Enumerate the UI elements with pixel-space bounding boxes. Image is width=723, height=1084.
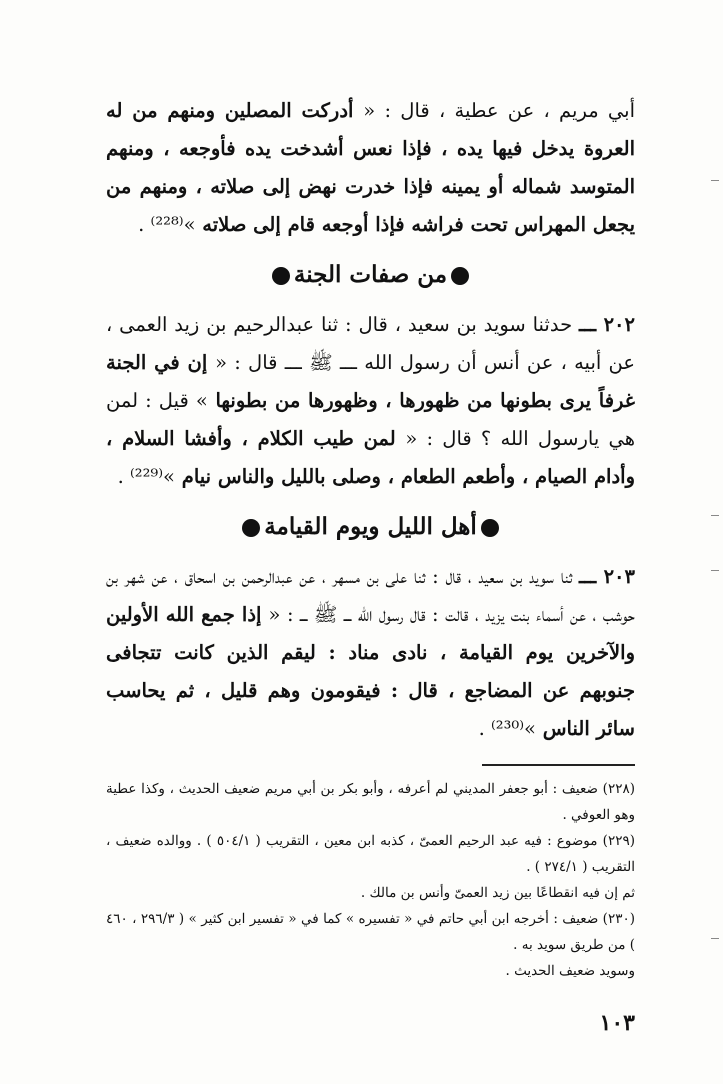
hadith-203-text-1: ثنا سويد بن سعيد ، قال : ثنا على بن مسهر ، عن عبدالرحمن بن اسحاق ، عن شهر بن حوشب ، عن أسماء بنت يزيد ، قالت : قال رسول الله ـــ ﷺ ـــ : « <box>106 565 635 626</box>
hadith-202-quote-1: إن في الجنة غرفاً يرى بطونها من ظهورها ، وظهورها من بطونها <box>106 351 635 412</box>
margin-mark <box>711 938 719 939</box>
hadith-202-text-2: » قيل : لمن هي يارسول الله ؟ قال : « <box>106 389 635 450</box>
hadith-202 <box>106 306 635 496</box>
section-title-night: أهل الليل ويوم القيامة <box>264 513 477 540</box>
intro-quote: أدركت المصلين ومنهم من له العروة يدخل فيها يده ، فإذا نعس أشدخت يده فأوجعه ، ومنهم المتوسد شماله أو يمينه فإذا خدرت نهض إلى صلاته ، ومنهم من يجعل المهراس تحت فراشه فإذا أوجعه قام إلى صلاته <box>106 99 635 236</box>
hadith-202-text-3: »⁽²²⁹⁾ . <box>117 465 175 488</box>
footnote-230: (٢٣٠) ضعيف : أخرجه ابن أبي حاتم في « تفسيره » كما في « تفسير ابن كثير » ( ٢٩٦/٣ ، ٤٦٠ ) من طريق سويد به . <box>106 911 635 953</box>
hadith-203 <box>106 558 635 748</box>
bullet-icon <box>451 267 469 285</box>
hadith-203-quote: إذا جمع الله الأولين والآخرين يوم القيامة ، نادى مناد : ليقم الذين كانت تتجافى جنوبهم عن المضاجع ، قال : فيقومون وهم قليل ، ثم يحاسب سائر الناس <box>106 603 635 740</box>
page-number: ١٠٣ <box>599 1010 635 1036</box>
hadith-number: ٢٠٢ ـــ <box>578 313 635 336</box>
margin-mark <box>711 515 719 516</box>
hadith-202-text-1: حدثنا سويد بن سعيد ، قال : ثنا عبدالرحيم بن زيد العمى ، عن أبيه ، عن أنس أن رسول الله ـــ ﷺ ـــ قال : « <box>106 313 636 374</box>
footnote-230-continued: وسويد ضعيف الحديث . <box>505 963 635 979</box>
section-heading-paradise <box>106 258 635 292</box>
footnote-divider <box>482 764 635 766</box>
bullet-icon <box>272 267 290 285</box>
intro-paragraph <box>106 92 635 244</box>
footnote-229: (٢٢٩) موضوع : فيه عبد الرحيم العمىّ ، كذبه ابن معين ، التقريب ( ٥٠٤/١ ) . ووالده ضعيف ، التقريب ( ٢٧٤/١ ) . <box>106 833 635 875</box>
bullet-icon <box>242 519 260 537</box>
footnote-228: (٢٢٨) ضعيف : أبو جعفر المديني لم أعرفه ، وأبو بكر بن أبي مريم ضعيف الحديث ، وكذا عطية وهو العوفي . <box>106 781 635 823</box>
section-heading-night <box>106 510 635 544</box>
intro-text-1: أبي مريم ، عن عطية ، قال : « <box>363 99 635 122</box>
hadith-202-quote-2: لمن طيب الكلام ، وأفشا السلام ، وأدام الصيام ، وأطعم الطعام ، وصلى بالليل والناس نيام <box>106 427 635 488</box>
margin-mark <box>711 570 719 571</box>
footnote-229-continued: ثم إن فيه انقطاعًا بين زيد العمىّ وأنس بن مالك . <box>360 885 635 901</box>
hadith-number: ٢٠٣ ـــ <box>579 565 635 588</box>
hadith-203-text-2: »⁽²³⁰⁾ . <box>478 717 536 740</box>
bullet-icon <box>481 519 499 537</box>
intro-text-2: »⁽²²⁸⁾ . <box>138 213 196 236</box>
footnotes <box>106 776 635 984</box>
section-title-paradise: من صفات الجنة <box>293 261 448 288</box>
margin-mark <box>711 180 719 181</box>
